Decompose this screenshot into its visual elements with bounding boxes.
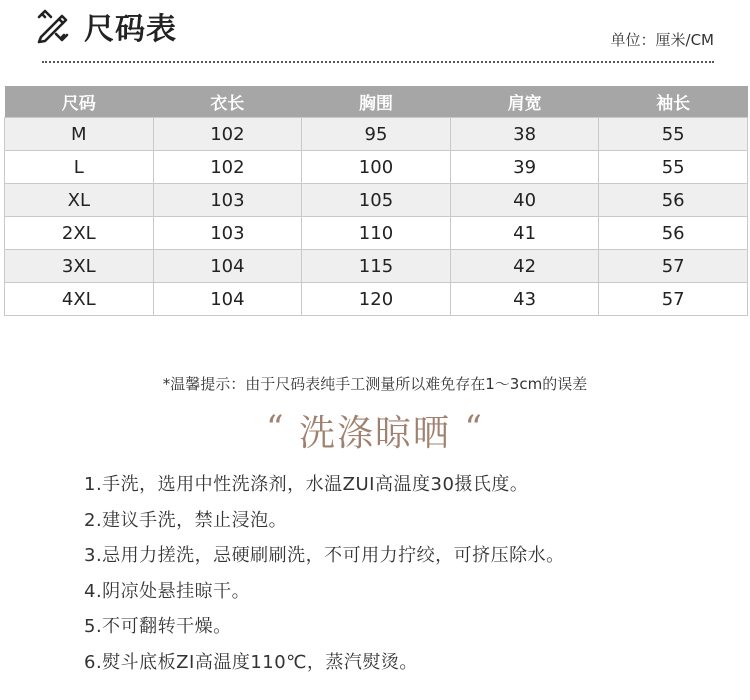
table-cell: 104 <box>153 283 302 316</box>
list-item: 3.忌用力搓洗，忌硬刷刷洗，不可用力拧绞，可挤压除水。 <box>84 545 565 566</box>
list-item: 4.阴凉处悬挂晾干。 <box>84 580 251 602</box>
table-cell: 103 <box>153 184 302 217</box>
list-item: 1.手洗，选用中性洗涤剂，水温ZUI高温度30摄氏度。 <box>84 474 529 495</box>
care-instructions-list <box>84 470 565 683</box>
table-cell: L <box>5 151 154 184</box>
table-cell: 102 <box>153 118 302 151</box>
table-row <box>5 250 748 283</box>
table-cell: 42 <box>450 250 599 283</box>
table-cell: 2XL <box>5 217 154 250</box>
column-header: 袖长 <box>599 86 748 118</box>
table-cell: 57 <box>599 283 748 316</box>
table-cell: 57 <box>599 250 748 283</box>
pencil-ruler-icon <box>34 8 70 44</box>
unit-label: 单位：厘米/CM <box>610 31 714 49</box>
table-row <box>5 217 748 250</box>
list-item: 5.不可翻转干燥。 <box>84 616 232 637</box>
dotted-divider <box>42 61 714 63</box>
list-item: 2.建议手洗，禁止浸泡。 <box>84 509 288 531</box>
table-cell: 105 <box>302 184 451 217</box>
column-header: 尺码 <box>5 86 154 118</box>
header <box>0 0 750 70</box>
table-row <box>5 283 748 316</box>
table-row <box>5 118 748 151</box>
open-quote: “ <box>266 408 286 448</box>
measurement-tip: *温馨提示：由于尺码表纯手工测量所以难免存在1～3cm的误差 <box>162 375 588 393</box>
close-quote: “ <box>464 408 484 448</box>
table-cell: 55 <box>599 118 748 151</box>
table-row <box>5 184 748 217</box>
table-cell: 104 <box>153 250 302 283</box>
table-cell: 3XL <box>5 250 154 283</box>
table-cell: 100 <box>302 151 451 184</box>
size-table <box>4 86 748 316</box>
column-header: 肩宽 <box>450 86 599 118</box>
care-title-text: 洗涤晾晒 <box>298 413 451 454</box>
table-cell: 56 <box>599 184 748 217</box>
page-title: 尺码表 <box>84 12 177 47</box>
table-cell: 41 <box>450 217 599 250</box>
table-row <box>5 151 748 184</box>
table-cell: 43 <box>450 283 599 316</box>
table-cell: 115 <box>302 250 451 283</box>
column-header: 胸围 <box>302 86 451 118</box>
table-cell: 39 <box>450 151 599 184</box>
care-section-title <box>0 405 750 456</box>
table-header-row <box>5 86 748 118</box>
table-cell: XL <box>5 184 154 217</box>
table-cell: 40 <box>450 184 599 217</box>
table-cell: 55 <box>599 151 748 184</box>
table-cell: 102 <box>153 151 302 184</box>
table-cell: 95 <box>302 118 451 151</box>
table-cell: 110 <box>302 217 451 250</box>
list-item: 6.熨斗底板ZI高温度110℃，蒸汽熨烫。 <box>84 651 418 673</box>
table-cell: 38 <box>450 118 599 151</box>
table-cell: M <box>5 118 154 151</box>
table-cell: 103 <box>153 217 302 250</box>
table-cell: 120 <box>302 283 451 316</box>
column-header: 衣长 <box>153 86 302 118</box>
table-cell: 4XL <box>5 283 154 316</box>
table-cell: 56 <box>599 217 748 250</box>
